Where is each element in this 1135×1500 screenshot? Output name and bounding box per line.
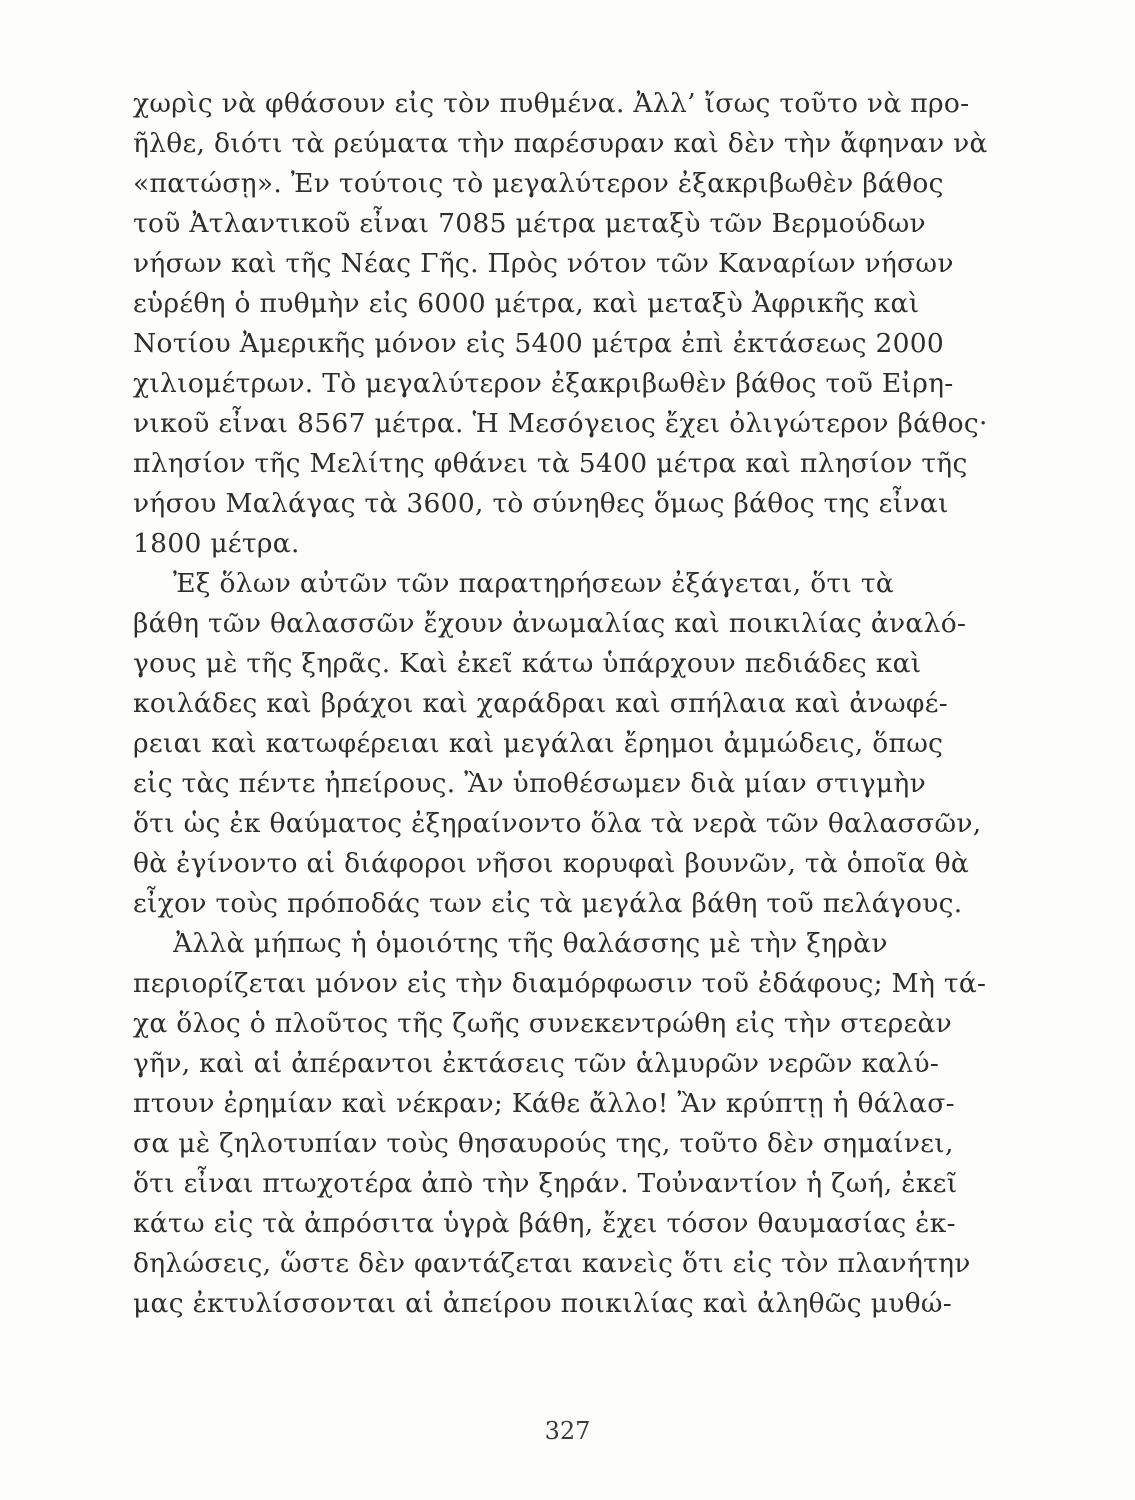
text-line: νήσων καὶ τῆς Νέας Γῆς. Πρὸς νότον τῶν Καναρίων νήσων — [133, 248, 954, 279]
page-number: 327 — [544, 1417, 591, 1445]
text-line: περιορίζεται μόνον εἰς τὴν διαμόρφωσιν τοῦ ἐδάφους; Μὴ τά- — [133, 968, 987, 999]
text-line: χιλιομέτρων. Τὸ μεγαλύτερον ἐξακριβωθὲν βάθος τοῦ Εἰρη- — [133, 368, 954, 399]
text-line: πλησίον τῆς Μελίτης φθάνει τὰ 5400 μέτρα καὶ πλησίον τῆς — [133, 448, 968, 479]
text-line: ρειαι καὶ κατωφέρειαι καὶ μεγάλαι ἔρημοι ἀμμώδεις, ὅπως — [133, 728, 944, 759]
text-line: εἰς τὰς πέντε ἠπείρους. Ἂν ὑποθέσωμεν διὰ μίαν στιγμὴν — [133, 768, 927, 799]
text-line: κοιλάδες καὶ βράχοι καὶ χαράδραι καὶ σπήλαια καὶ ἀνωφέ- — [133, 688, 949, 719]
text-line: ῆλθε, διότι τὰ ρεύματα τὴν παρέσυραν καὶ δὲν τὴν ἄφηναν νὰ — [133, 128, 988, 159]
text-line: 1800 μέτρα. — [133, 528, 300, 559]
text-line: εἶχον τοὺς πρόποδάς των εἰς τὰ μεγάλα βάθη τοῦ πελάγους. — [133, 888, 963, 919]
text-line: «πατώσῃ». Ἐν τούτοις τὸ μεγαλύτερον ἐξακριβωθὲν βάθος — [133, 168, 944, 199]
text-line: δηλώσεις, ὥστε δὲν φαντάζεται κανεὶς ὅτι εἰς τὸν πλανήτην — [133, 1248, 971, 1279]
text-line: εὑρέθη ὁ πυθμὴν εἰς 6000 μέτρα, καὶ μεταξὺ Ἀφρικῆς καὶ — [133, 288, 920, 319]
text-line: μας ἐκτυλίσσονται αἱ ἀπείρου ποικιλίας καὶ ἀληθῶς μυθώ- — [133, 1288, 953, 1319]
text-line: πτουν ἐρημίαν καὶ νέκραν; Κάθε ἄλλο! Ἂν κρύπτῃ ἡ θάλασ- — [133, 1088, 955, 1119]
text-line: γους μὲ τῆς ξηρᾶς. Καὶ ἐκεῖ κάτω ὑπάρχουν πεδιάδες καὶ — [133, 648, 922, 679]
text-line: Νοτίου Ἀμερικῆς μόνον εἰς 5400 μέτρα ἐπὶ ἐκτάσεως 2000 — [133, 328, 945, 359]
text-line: τοῦ Ἀτλαντικοῦ εἶναι 7085 μέτρα μεταξὺ τῶν Βερμούδων — [133, 208, 926, 239]
text-line: γῆν, καὶ αἱ ἀπέραντοι ἐκτάσεις τῶν ἁλμυρῶν νερῶν καλύ- — [133, 1048, 940, 1079]
text-line: θὰ ἐγίνοντο αἱ διάφοροι νῆσοι κορυφαὶ βουνῶν, τὰ ὁποῖα θὰ — [133, 848, 970, 879]
paragraph-first-line: Ἐξ ὅλων αὐτῶν τῶν παρατηρήσεων ἐξάγεται, ὅτι τὰ — [173, 568, 895, 599]
text-line: χωρὶς νὰ φθάσουν εἰς τὸν πυθμένα. Ἀλλ’ ἴσως τοῦτο νὰ προ- — [133, 88, 970, 119]
text-line: χα ὅλος ὁ πλοῦτος τῆς ζωῆς συνεκεντρώθη εἰς τὴν στερεὰν — [133, 1008, 953, 1039]
text-line: ὅτι εἶναι πτωχοτέρα ἀπὸ τὴν ξηράν. Τοὐναντίον ἡ ζωή, ἐκεῖ — [133, 1168, 958, 1199]
text-line: ὅτι ὡς ἐκ θαύματος ἐξηραίνοντο ὅλα τὰ νερὰ τῶν θαλασσῶν, — [133, 808, 982, 839]
text-line: νήσου Μαλάγας τὰ 3600, τὸ σύνηθες ὅμως βάθος της εἶναι — [133, 488, 949, 519]
text-line: σα μὲ ζηλοτυπίαν τοὺς θησαυρούς της, τοῦτο δὲν σημαίνει, — [133, 1128, 954, 1159]
paragraph-first-line: Ἀλλὰ μήπως ἡ ὁμοιότης τῆς θαλάσσης μὲ τὴν ξηρὰν — [173, 928, 888, 959]
text-line: βάθη τῶν θαλασσῶν ἔχουν ἀνωμαλίας καὶ ποικιλίας ἀναλό- — [133, 608, 967, 639]
text-line: νικοῦ εἶναι 8567 μέτρα. Ἡ Μεσόγειος ἔχει ὀλιγώτερον βάθος· — [133, 408, 988, 439]
text-line: κάτω εἰς τὰ ἀπρόσιτα ὑγρὰ βάθη, ἔχει τόσον θαυμασίας ἐκ- — [133, 1208, 956, 1239]
